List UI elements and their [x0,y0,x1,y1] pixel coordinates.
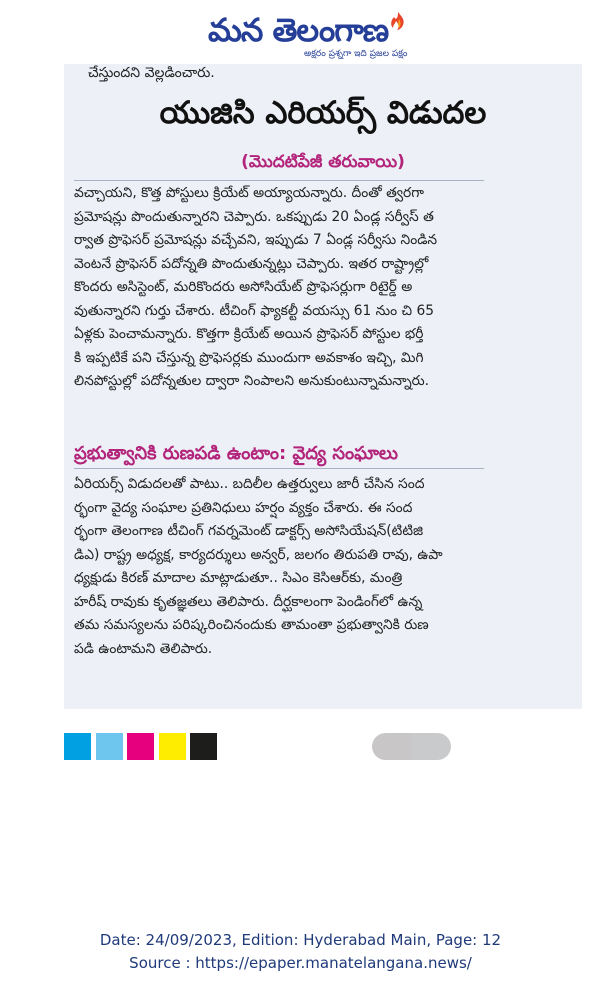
article-text-line: డిఎ) రాష్ట్ర అధ్యక్ష, కార్యదర్శులు అన్వర్, జలగం తిరుపతి రావు, ఉపా [74,546,443,563]
color-swatch [64,733,91,760]
article-text-line: కి ఇప్పటికే పని చేస్తున్న ప్రొఫెసర్లకు ముందుగా అవకాశం ఇచ్చి, మిగి [74,349,424,366]
article-text-line: లినపోస్టుల్లో పదోన్నతుల ద్వారా నింపాలని అనుకుంటున్నామన్నారు. [74,373,430,389]
flame-icon [384,10,412,34]
color-swatch [190,733,217,760]
article-text-line: ఏరియర్స్ విడుదలతో పాటు.. బదిలీల ఉత్తర్వులు జారీ చేసిన సంద [74,476,425,492]
article-paragraph-2 [74,473,572,661]
article-text-line: వెంటనే ప్రొఫెసర్ పదోన్నతి పొందుతున్నట్లు చెప్పారు. ఇతర రాష్ట్రాల్లో [74,255,429,272]
masthead [0,6,601,64]
edition-info: Date: 24/09/2023, Edition: Hyderabad Main, Page: 12 [99,931,502,949]
article-text-line: ప్రమోషన్లు పొందుతున్నారని చెప్పారు. ఒకప్పుడు 20 ఏండ్ల సర్వీస్ త [74,208,434,225]
logo-text-part2: తెలంగాణ [272,11,389,49]
article-text-line: ర్భంగా తెలంగాణ టీచింగ్ గవర్నమెంట్ డాక్టర్స్ అసోసియేషన్(టిటిజి [74,523,424,539]
divider [74,180,484,181]
article-headline: యుజిసి ఎరియర్స్ విడుదల [159,95,487,131]
article-text-line: ర్వాత ప్రొఫెసర్ ప్రమోషన్లు వచ్చేవని, ఇప్పుడు 7 ఏండ్ల సర్వీసు నిండిన [74,232,438,248]
article-clipping [64,64,582,709]
article-text-line: వుతున్నారని గుర్తు చేశారు. టీచింగ్ ఫ్యాకల్టీ వయస్సు 61 నుం చి 65 [74,302,435,319]
article-text-line: కొందరు అసిస్టెంట్, మరికొందరు అసోసియేట్ ప్రొఫెసర్లుగా రిటైర్డ్ అ [74,279,413,295]
article-text-line: ర్భంగా వైద్య సంఘాల ప్రతినిధులు హర్షం వ్యక్తం చేశారు. ఈ సంద [74,499,413,516]
article-subheading: ప్రభుత్వానికి రుణపడి ఉంటాం: వైద్య సంఘాలు [74,443,398,464]
continued-from-front-page-label: (మొదటిపేజీ తరువాయి) [241,152,405,172]
logo-tagline: అక్షరం ప్రశ్నగా ఇది ప్రజల పక్షం [304,49,408,59]
source-link[interactable]: Source : https://epaper.manatelangana.news/ [129,954,472,972]
logo-text-part1: మన [208,11,273,49]
newspaper-logo [208,10,458,62]
article-text-line: ఏళ్లకు పెంచామన్నారు. కొత్తగా క్రియేట్ అయిన ప్రొఫెసర్ పోస్టుల భర్తీ [74,326,424,342]
article-text-line: ధ్యక్షుడు కిరణ్ మాదాల మాట్లాడుతూ.. సిఎం కెసిఆర్‌కు, మంత్రి [74,570,403,586]
color-swatch [159,733,186,760]
article-text-line: వచ్చాయని, కొత్త పోస్టులు క్రియేట్ అయ్యాయన్నారు. దీంతో త్వరగా [74,185,424,201]
article-paragraph-1 [74,182,572,394]
article-lead-line: చేస్తుందని వెల్లడించారు. [88,65,215,81]
article-text-line: హరీష్ రావుకు కృతజ్ఞతలు తెలిపారు. దీర్ఘకాలంగా పెండింగ్‌లో ఉన్న [74,593,423,610]
color-swatch [127,733,154,760]
divider [74,468,484,469]
article-text-line: తమ సమస్యలను పరిష్కరించినందుకు తామంతా ప్రభుత్వానికి రుణ [74,617,429,633]
gray-calibration-pill [372,733,451,760]
logo-wordmark [208,10,388,50]
color-swatch [96,733,123,760]
article-text-line: పడి ఉంటామని తెలిపారు. [74,640,213,657]
